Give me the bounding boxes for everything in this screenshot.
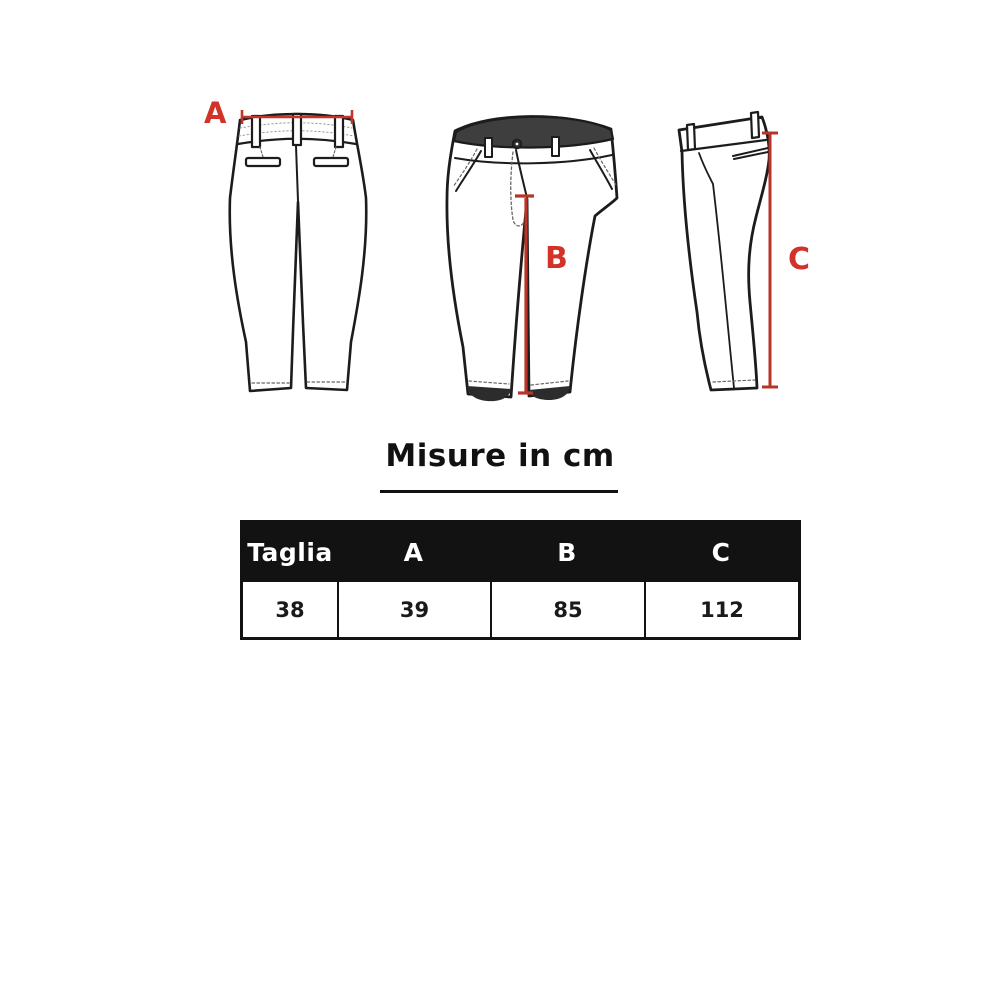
measurement-label-b: B xyxy=(545,241,568,276)
pants-side-view-drawing xyxy=(679,112,769,390)
size-table-header-a: A xyxy=(403,538,424,567)
size-table-header-taglia: Taglia xyxy=(247,538,333,567)
back-pocket-right xyxy=(314,158,348,166)
pants-back-view-drawing xyxy=(230,114,367,391)
size-table-header-row xyxy=(243,523,798,582)
back-pocket-left xyxy=(246,158,280,166)
size-table xyxy=(240,520,801,640)
size-table-cell-taglia: 38 xyxy=(275,597,305,622)
title-underline xyxy=(380,490,618,493)
size-table-cell-b: 85 xyxy=(490,582,644,637)
size-table-cell-a: 39 xyxy=(337,582,490,637)
page-title: Misure in cm xyxy=(385,438,615,474)
measurement-label-a: A xyxy=(204,96,227,130)
table-row xyxy=(243,582,798,637)
size-table-cell-c: 112 xyxy=(644,582,798,637)
measurement-label-c: C xyxy=(788,242,811,277)
pants-front-view-drawing xyxy=(447,116,617,401)
size-table-header-c: C xyxy=(711,538,731,567)
size-table-header-b: B xyxy=(557,538,577,567)
